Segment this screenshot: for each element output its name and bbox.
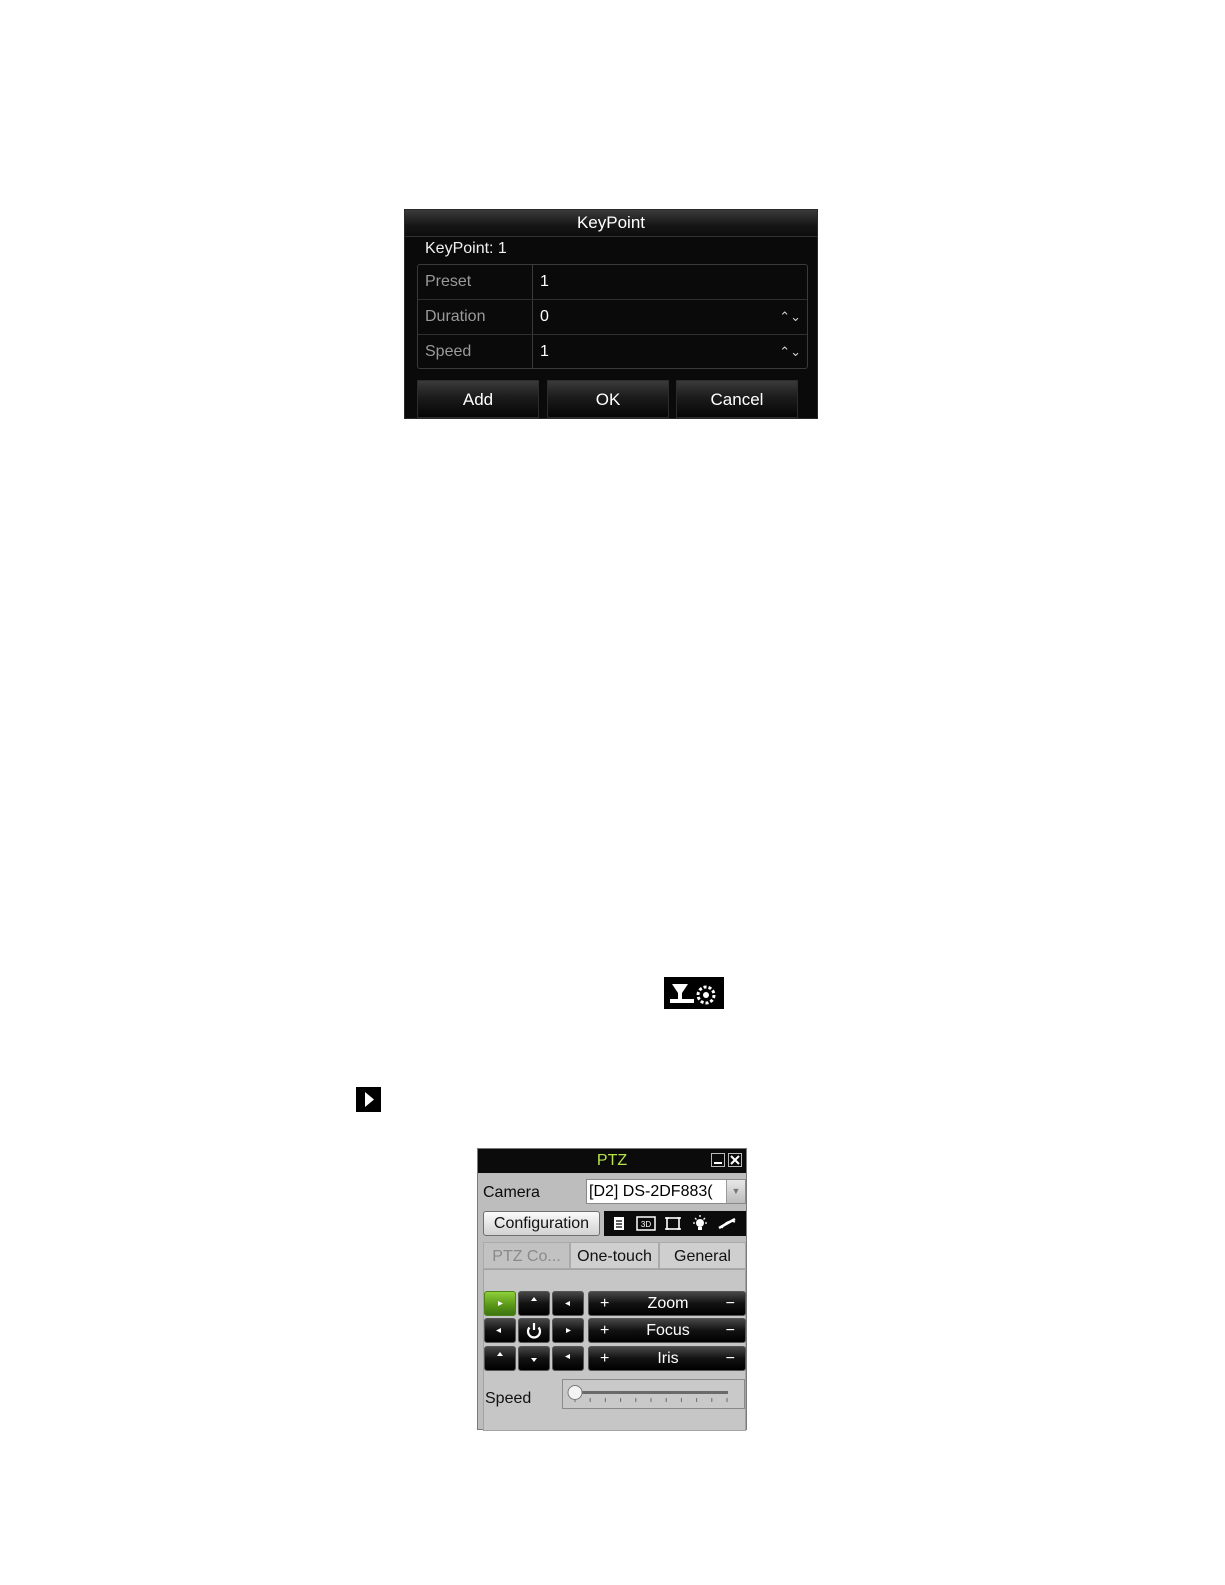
document-icon[interactable] [608,1213,630,1234]
duration-value: 0 [540,308,549,325]
arrow-up-icon [519,1292,549,1315]
preset-value: 1 [540,273,549,290]
ptz-title: PTZ [596,1152,628,1169]
minimize-icon [712,1154,724,1166]
focus-far-button[interactable]: − [725,1322,735,1339]
arrow-left-icon [485,1319,515,1342]
up-left-button[interactable] [484,1291,516,1316]
frame-icon[interactable] [662,1213,684,1234]
spinner-icon[interactable]: ⌃⌄ [779,344,801,359]
ptz-control-area [483,1269,746,1431]
zoom-out-button[interactable]: − [725,1295,735,1312]
tab-general[interactable]: General [659,1242,746,1269]
preset-label: Preset [418,265,533,299]
iris-control[interactable] [588,1346,746,1371]
close-button[interactable] [728,1153,742,1167]
zoom-control[interactable] [588,1291,746,1316]
focus-label: Focus [646,1322,690,1339]
cancel-button[interactable]: Cancel [676,380,798,418]
ptz-tabs [483,1242,746,1269]
up-right-button[interactable] [552,1291,584,1316]
tab-ptz-control[interactable]: PTZ Co... [483,1242,570,1269]
iris-label: Iris [657,1350,679,1367]
speed-label: Speed [485,1390,532,1407]
iris-close-button[interactable]: − [725,1350,735,1367]
arrow-right-icon [553,1319,583,1342]
ptz-titlebar [478,1149,746,1173]
keypoint-fields [417,264,808,369]
refresh-icon [519,1319,549,1342]
arrow-down-icon [519,1347,549,1370]
camera-label: Camera [483,1184,540,1201]
speed-slider-track [563,1380,744,1408]
speed-field[interactable] [533,335,807,369]
down-button[interactable] [518,1346,550,1371]
preset-field[interactable] [533,265,807,299]
tab-one-touch[interactable]: One-touch [570,1242,659,1269]
arrow-icon [553,1347,583,1370]
arrow-icon [485,1347,515,1370]
zoom-in-button[interactable]: + [600,1295,610,1312]
down-left-button[interactable] [484,1346,516,1371]
add-button[interactable]: Add [417,380,539,418]
3d-icon[interactable] [635,1213,657,1234]
dialog-title: KeyPoint [405,210,817,237]
speed-value: 1 [540,343,549,360]
ptz-panel [477,1148,747,1430]
speed-slider[interactable] [562,1379,745,1409]
duration-label: Duration [418,300,533,334]
chevron-down-icon[interactable]: ▼ [726,1180,745,1203]
ptz-settings-icon [664,977,724,1009]
close-icon [729,1154,741,1166]
spinner-icon[interactable]: ⌃⌄ [779,309,801,324]
focus-control[interactable] [588,1318,746,1343]
preset-row [418,265,807,300]
svg-text:3D: 3D [640,1220,652,1229]
play-arrow-icon [356,1087,381,1112]
camera-select[interactable] [586,1179,746,1204]
iris-open-button[interactable]: + [600,1350,610,1367]
left-button[interactable] [484,1318,516,1343]
keypoint-dialog [404,209,818,419]
duration-row [418,300,807,335]
speed-row [418,335,807,370]
wiper-icon[interactable] [716,1213,738,1234]
arrow-icon [553,1292,583,1315]
configuration-button[interactable]: Configuration [483,1211,600,1236]
speed-label: Speed [418,335,533,369]
ptz-toolbar [604,1211,746,1236]
keypoint-number: KeyPoint: 1 [425,240,507,257]
right-button[interactable] [552,1318,584,1343]
down-right-button[interactable] [552,1346,584,1371]
auto-scan-button[interactable] [518,1318,550,1343]
up-button[interactable] [518,1291,550,1316]
duration-field[interactable] [533,300,807,334]
camera-value: [D2] DS-2DF883( [589,1183,713,1200]
focus-near-button[interactable]: + [600,1322,610,1339]
minimize-button[interactable] [711,1153,725,1167]
arrow-icon [485,1292,515,1315]
speed-slider-thumb[interactable] [568,1386,582,1400]
ok-button[interactable]: OK [547,380,669,418]
zoom-label: Zoom [647,1295,689,1312]
light-icon[interactable] [689,1213,711,1234]
